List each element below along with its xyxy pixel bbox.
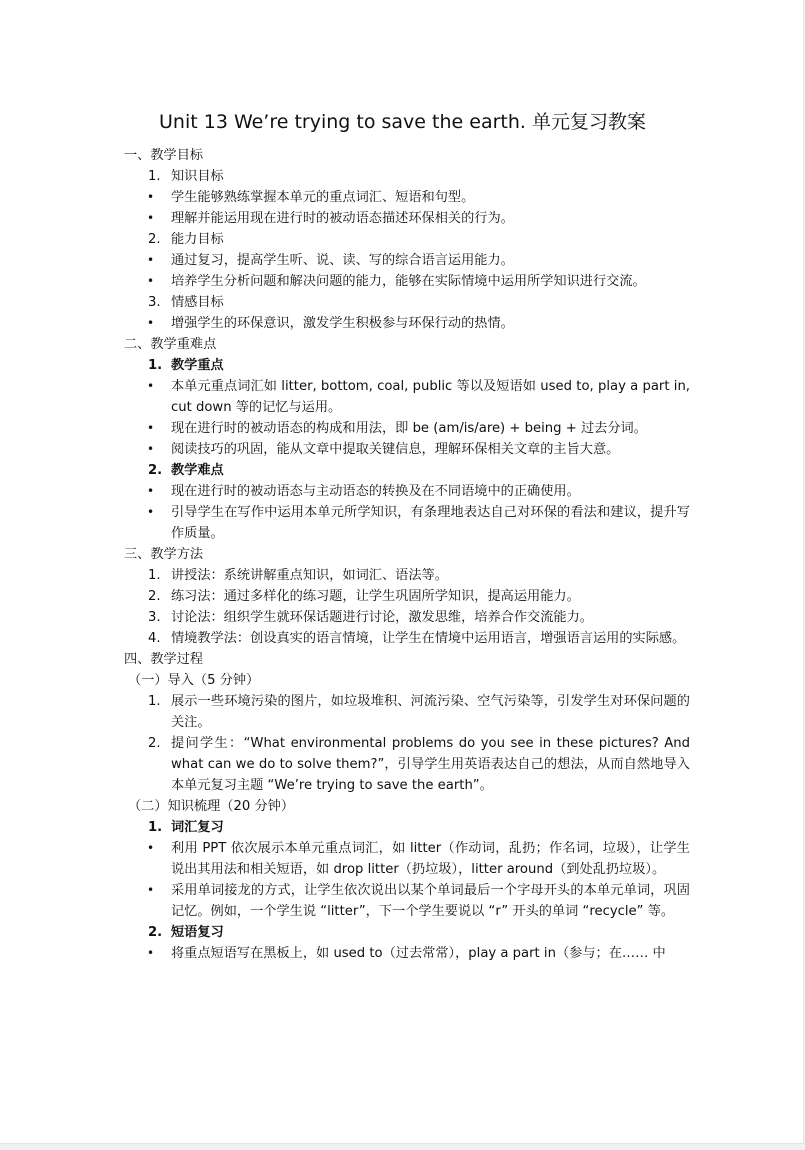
numbered-subheading [124,922,690,943]
numbered-subheading [124,460,690,481]
numbered-item [124,607,690,628]
bullet-marker: • [147,841,155,855]
numbered-subheading [124,355,690,376]
list-number: 2. [148,232,161,247]
list-number: 4. [148,631,161,646]
list-number: 2. [148,463,163,478]
numbered-item [124,166,690,187]
item-text: 培养学生分析问题和解决问题的能力，能够在实际情境中运用所学知识进行交流。 [171,274,646,289]
item-text: 知识目标 [171,169,224,184]
bullet-marker: • [147,211,155,225]
numbered-item [124,586,690,607]
list-number: 1. [148,169,161,184]
item-text: 将重点短语写在黑板上，如 used to（过去常常），play a part in（参与；在…… 中 [171,946,666,961]
item-text: 通过复习，提高学生听、说、读、写的综合语言运用能力。 [171,253,514,268]
bullet-item [124,439,690,460]
item-text: 讲授法：系统讲解重点知识，如词汇、语法等。 [171,568,448,583]
item-text: 现在进行时的被动语态的构成和用法，即 be (am/is/are) + being + 过去分词。 [171,421,647,436]
subsection-heading: （二）知识梳理（20 分钟） [128,799,295,814]
bullet-item [124,187,690,208]
item-text: 阅读技巧的巩固，能从文章中提取关键信息，理解环保相关文章的主旨大意。 [171,442,620,457]
document-body [124,145,690,964]
bullet-item [124,880,690,922]
item-text: 本单元重点词汇如 litter, bottom, coal, public 等以及短语如 used to, play a part in, cut down 等的记忆与运用。 [171,379,690,415]
list-number: 2. [148,925,163,940]
item-text: 现在进行时的被动语态与主动语态的转换及在不同语境中的正确使用。 [171,484,580,499]
list-number: 2. [148,736,161,751]
subsection-heading: （一）导入（5 分钟） [128,673,260,688]
bullet-item [124,418,690,439]
numbered-item [124,292,690,313]
bullet-marker: • [147,442,155,456]
numbered-subheading [124,817,690,838]
bullet-item [124,208,690,229]
bullet-marker: • [147,505,155,519]
bullet-item [124,250,690,271]
item-text: 提问学生：“What environmental problems do you see in these pictures? And what can we do to solve them?”，引导学生用英语表达自己的想法，从而自然地导入本单元复习主题 “We’re trying to save the earth”。 [171,736,690,793]
bullet-marker: • [147,484,155,498]
list-number: 1. [148,694,161,709]
bullet-marker: • [147,190,155,204]
bullet-marker: • [147,274,155,288]
item-text: 能力目标 [171,232,224,247]
item-text: 情感目标 [171,295,224,310]
bullet-marker: • [147,316,155,330]
bullet-marker: • [147,883,155,897]
numbered-item [124,229,690,250]
item-text: 词汇复习 [171,820,224,835]
bullet-item [124,313,690,334]
bullet-item [124,838,690,880]
list-number: 3. [148,295,161,310]
list-number: 1. [148,358,163,373]
numbered-item [124,691,690,733]
item-text: 引导学生在写作中运用本单元所学知识，有条理地表达自己对环保的看法和建议，提升写作质量。 [171,505,690,541]
item-text: 讨论法：组织学生就环保话题进行讨论，激发思维，培养合作交流能力。 [171,610,593,625]
section-heading: 四、教学过程 [124,652,204,667]
list-number: 2. [148,589,161,604]
item-text: 理解并能运用现在进行时的被动语态描述环保相关的行为。 [171,211,514,226]
list-number: 1. [148,820,163,835]
item-text: 采用单词接龙的方式，让学生依次说出以某个单词最后一个字母开头的本单元单词，巩固记忆。例如，一个学生说 “litter”，下一个学生要说以 “r” 开头的单词 “recycle” 等。 [171,883,690,919]
item-text: 情境教学法：创设真实的语言情境，让学生在情境中运用语言，增强语言运用的实际感。 [171,631,686,646]
item-text: 短语复习 [171,925,224,940]
bullet-item [124,271,690,292]
bullet-marker: • [147,253,155,267]
bullet-item [124,943,690,964]
bullet-marker: • [147,421,155,435]
bullet-item [124,481,690,502]
list-number: 3. [148,610,161,625]
bullet-item [124,376,690,418]
bullet-marker: • [147,946,155,960]
section-heading: 一、教学目标 [124,148,204,163]
bullet-marker: • [147,379,155,393]
numbered-item [124,733,690,796]
item-text: 利用 PPT 依次展示本单元重点词汇，如 litter（作动词，乱扔；作名词，垃圾），让学生说出其用法和相关短语，如 drop litter（扔垃圾），litter around（到处乱扔垃圾）。 [171,841,690,877]
item-text: 展示一些环境污染的图片，如垃圾堆积、河流污染、空气污染等，引发学生对环保问题的关注。 [171,694,690,730]
item-text: 教学难点 [171,463,224,478]
item-text: 教学重点 [171,358,224,373]
numbered-item [124,628,690,649]
item-text: 练习法：通过多样化的练习题，让学生巩固所学知识，提高运用能力。 [171,589,580,604]
numbered-item [124,565,690,586]
section-heading: 三、教学方法 [124,547,204,562]
section-heading: 二、教学重难点 [124,337,217,352]
bullet-item [124,502,690,544]
item-text: 学生能够熟练掌握本单元的重点词汇、短语和句型。 [171,190,475,205]
list-number: 1. [148,568,161,583]
item-text: 增强学生的环保意识，激发学生积极参与环保行动的热情。 [171,316,514,331]
document-title: Unit 13 We’re trying to save the earth. 单元复习教案 [159,111,646,133]
